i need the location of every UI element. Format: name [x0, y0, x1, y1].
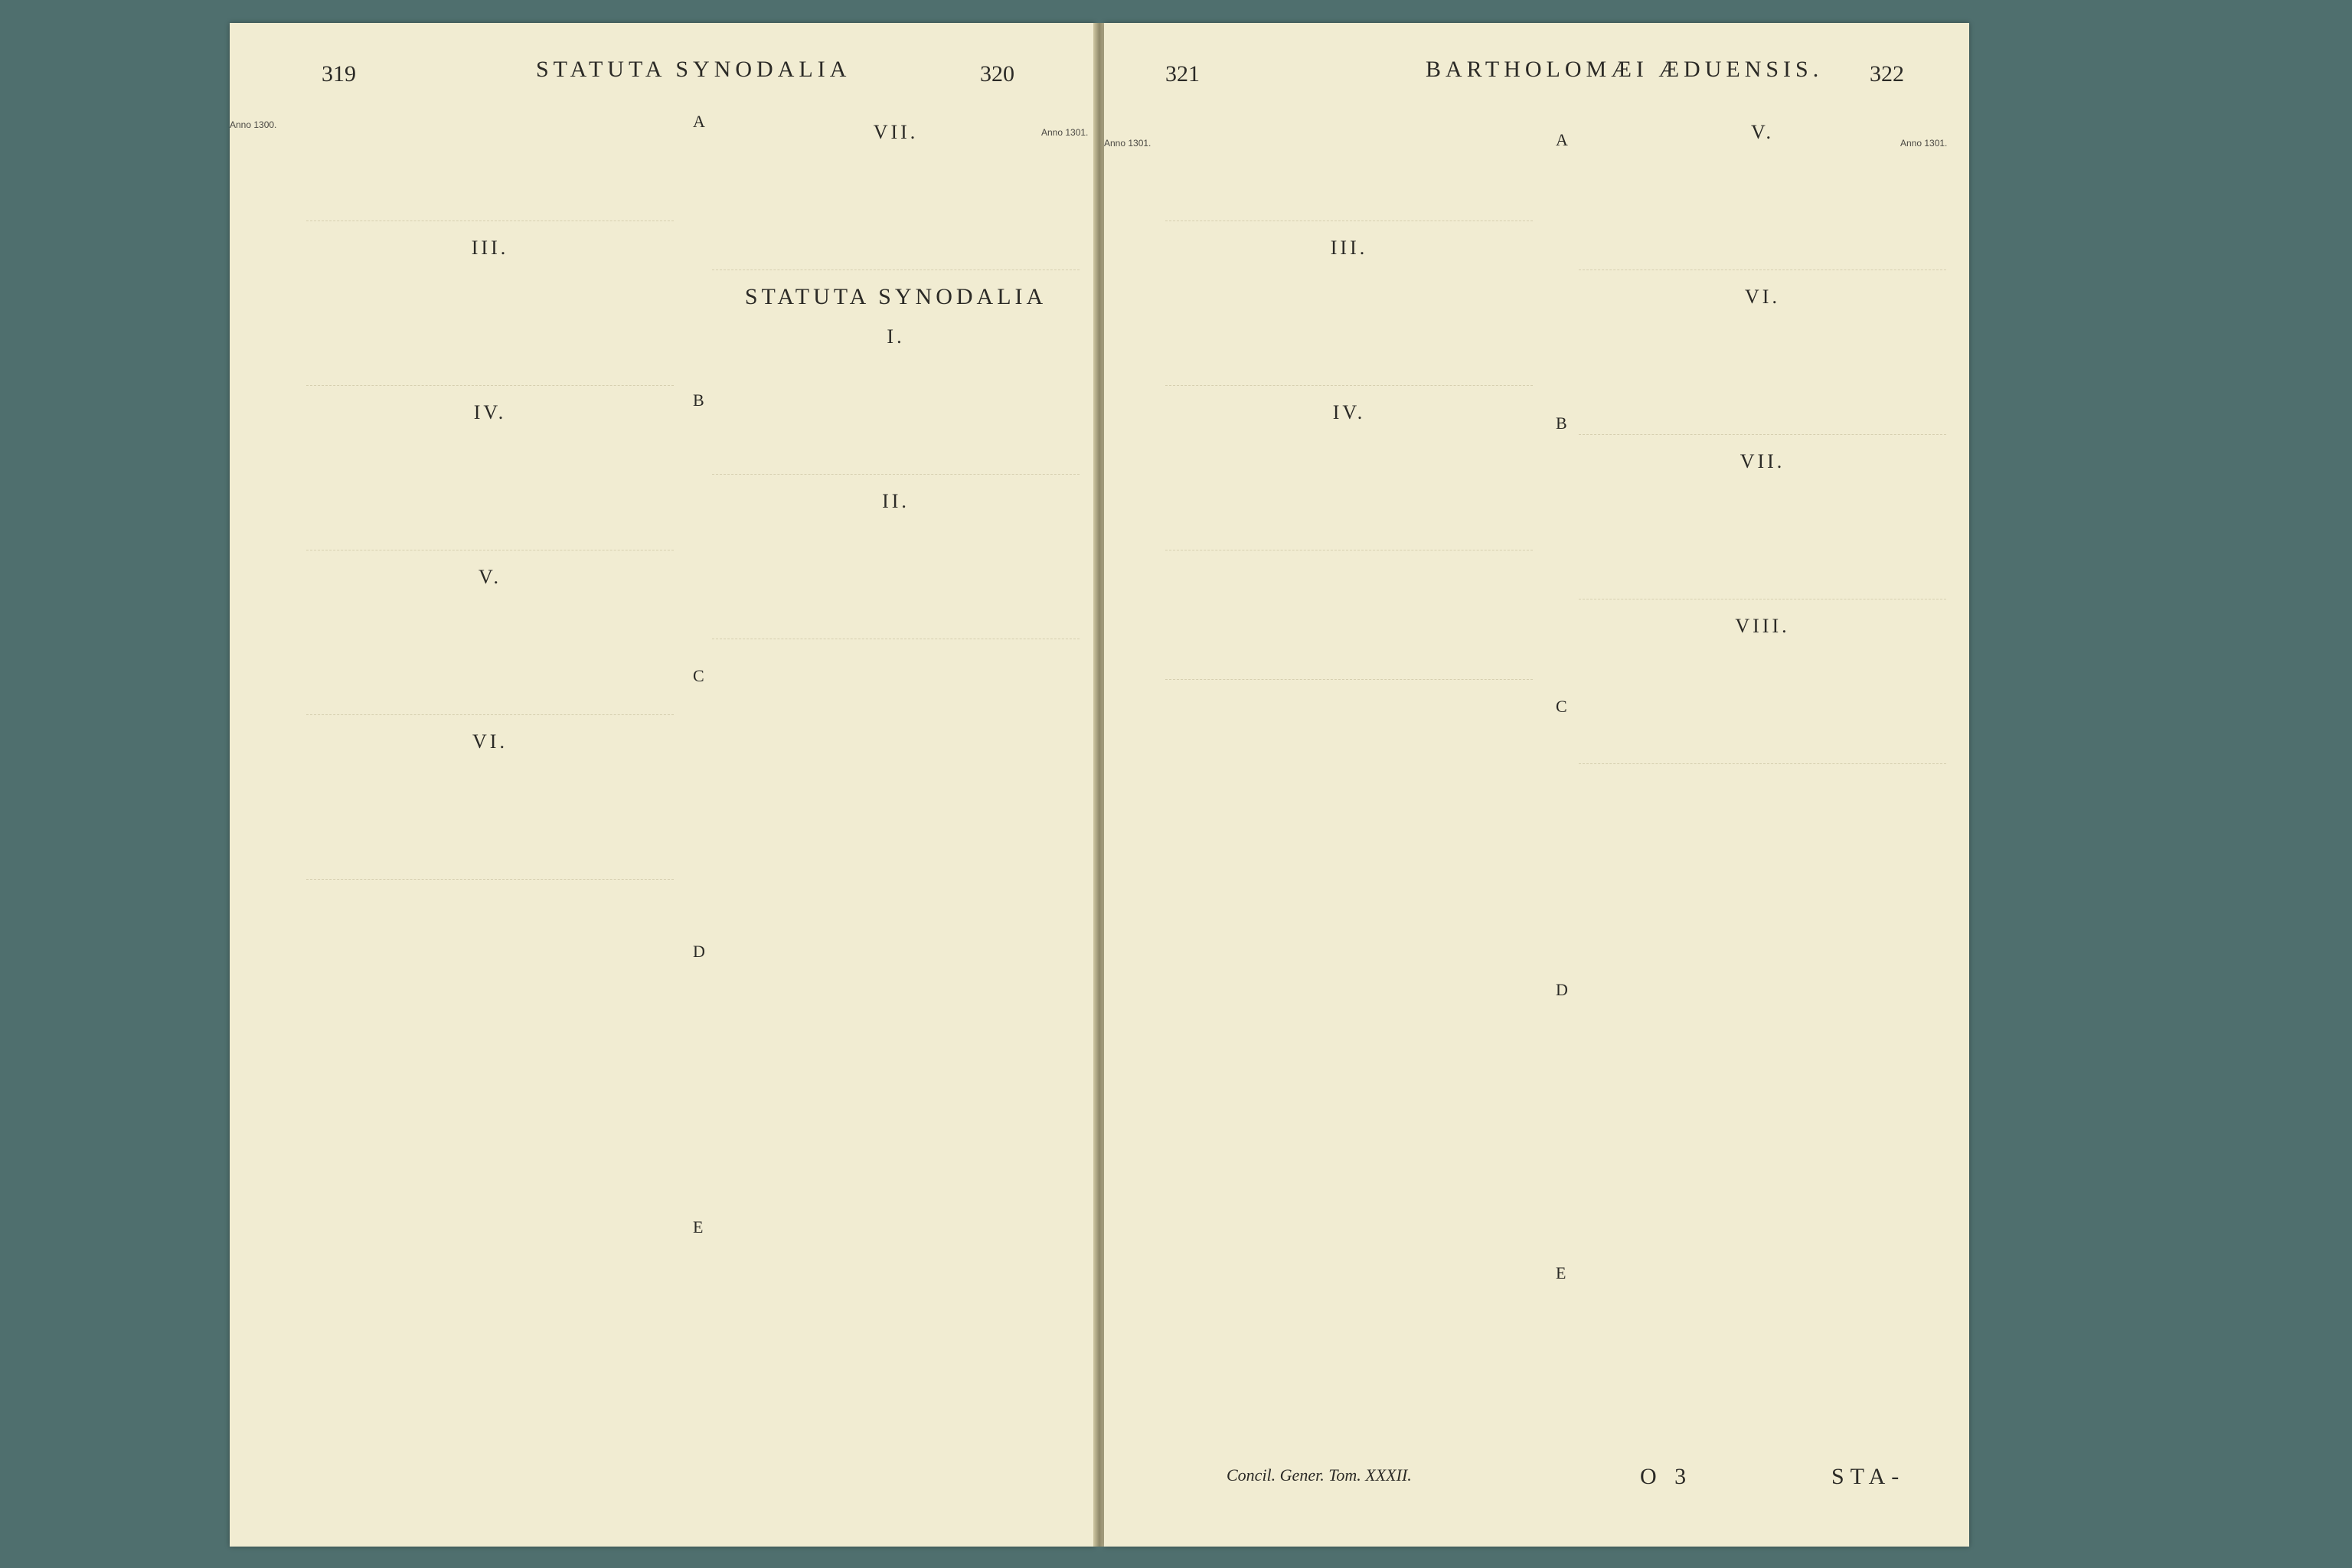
margin-marker: A — [693, 112, 705, 131]
page-footer: Concil. Gener. Tom. XXXII. — [1227, 1465, 1412, 1485]
section-title: STATUTA SYNODALIA — [744, 284, 1047, 309]
section-numeral: IV. — [1332, 401, 1366, 423]
section-numeral: V. — [479, 566, 501, 588]
margin-marker: A — [1556, 130, 1568, 149]
paragraph — [1579, 319, 1946, 435]
paragraph — [306, 435, 674, 550]
paragraph — [1165, 106, 1533, 221]
section-numeral: V. — [1751, 121, 1774, 143]
page-number: 320 — [980, 61, 1014, 87]
running-head: BARTHOLOMÆI ÆDUENSIS. — [1426, 57, 1824, 82]
margin-marker: E — [693, 1217, 704, 1236]
open-book — [230, 23, 1969, 1547]
paragraph — [1165, 564, 1533, 680]
paragraph — [1165, 435, 1533, 550]
margin-marker: C — [1556, 697, 1567, 716]
paragraph — [1165, 270, 1533, 386]
section-numeral: VI. — [1745, 286, 1780, 308]
section-numeral: IV. — [473, 401, 507, 423]
right-column — [712, 106, 1080, 653]
margin-marker: D — [1556, 980, 1568, 999]
paragraph — [306, 106, 674, 221]
margin-marker: C — [693, 666, 704, 685]
paragraph — [712, 359, 1080, 475]
page-number: 319 — [322, 61, 356, 87]
margin-note: Anno 1300. — [230, 119, 277, 130]
paragraph — [712, 155, 1080, 270]
left-page — [230, 23, 1095, 1547]
margin-marker: E — [1556, 1263, 1566, 1282]
left-column — [306, 106, 674, 893]
section-numeral: III. — [471, 237, 509, 259]
paragraph — [1579, 484, 1946, 599]
margin-marker: D — [693, 942, 705, 961]
section-numeral: VI. — [472, 730, 508, 753]
page-number: 322 — [1870, 61, 1904, 87]
running-head: STATUTA SYNODALIA — [536, 57, 851, 82]
paragraph — [712, 524, 1080, 639]
page-number: 321 — [1165, 61, 1200, 87]
paragraph — [306, 599, 674, 715]
margin-note: Anno 1301. — [1900, 138, 1948, 149]
signature-mark: O 3 — [1640, 1464, 1693, 1489]
section-numeral: III. — [1330, 237, 1368, 259]
section-numeral: VIII. — [1735, 615, 1790, 637]
catchword: STA- — [1831, 1464, 1906, 1489]
section-numeral: II. — [882, 490, 910, 512]
section-numeral: VII. — [873, 121, 919, 143]
margin-marker: B — [1556, 413, 1567, 433]
left-column — [1165, 106, 1533, 694]
margin-note: Anno 1301. — [1104, 138, 1152, 149]
margin-marker: B — [693, 390, 704, 410]
right-column — [1579, 106, 1946, 778]
paragraph — [1579, 648, 1946, 764]
section-numeral: I. — [887, 325, 905, 348]
paragraph — [306, 270, 674, 386]
section-numeral: VII. — [1740, 450, 1785, 472]
paragraph — [306, 764, 674, 880]
margin-note: Anno 1301. — [1041, 127, 1089, 138]
right-page — [1104, 23, 1969, 1547]
paragraph — [1579, 155, 1946, 270]
